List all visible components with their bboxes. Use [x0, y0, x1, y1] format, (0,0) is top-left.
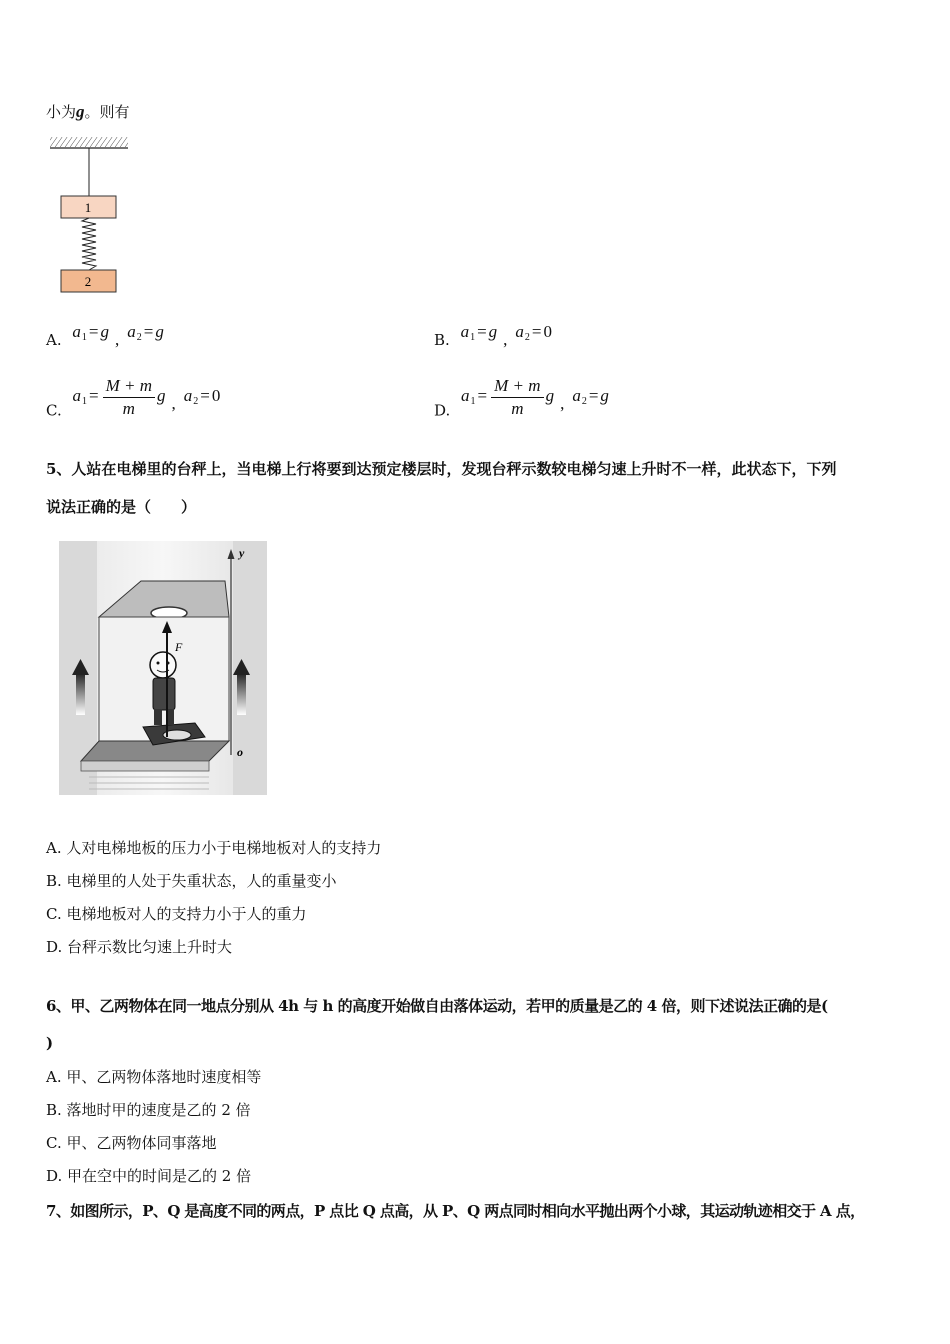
fraction	[491, 376, 543, 419]
person-body	[153, 678, 175, 710]
spring	[82, 218, 96, 270]
q5-title-line2: 说法正确的是（ ）	[46, 498, 197, 516]
denominator: m	[511, 399, 524, 418]
eq: =	[477, 386, 488, 406]
eq: =	[88, 322, 99, 341]
val: g	[155, 322, 164, 341]
motion-arrow-right-shaft	[237, 673, 246, 715]
intro-prefix: 小为	[46, 103, 77, 121]
origin-label: o	[237, 745, 243, 759]
val: g	[545, 386, 555, 406]
sub: 1	[82, 396, 87, 408]
intro-line	[46, 102, 130, 122]
q5-option-c: C. 电梯地板对人的支持力小于人的重力	[46, 905, 307, 923]
var: a	[460, 322, 470, 341]
q4-option-a	[46, 322, 164, 350]
q5-option-b: B. 电梯里的人处于失重状态，人的重量变小	[46, 872, 337, 890]
sub: 1	[470, 396, 476, 408]
person-leg-left	[154, 709, 162, 725]
option-label: A.	[46, 331, 62, 349]
var: a	[515, 322, 524, 341]
comma: ,	[171, 394, 176, 414]
q6-option-c: C. 甲、乙两物体同事落地	[46, 1134, 217, 1152]
force-label: F	[175, 640, 183, 654]
block-1-label: 1	[84, 200, 92, 215]
sub: 2	[524, 332, 530, 343]
q4-option-d	[434, 376, 609, 420]
option-label: B.	[434, 331, 450, 349]
val: g	[157, 386, 166, 406]
q7-title-line1: 7、如图所示，P、Q 是高度不同的两点，P 点比 Q 点高，从 P、Q 两点同时相向水平抛出两个小球，其运动轨迹相交于 A 点，	[46, 1202, 865, 1220]
eq: =	[477, 322, 487, 341]
option-label: C.	[46, 401, 62, 420]
comma: ,	[560, 394, 565, 414]
floor-edge	[81, 761, 209, 771]
motion-arrow-left-shaft	[76, 673, 85, 715]
q6-option-a: A. 甲、乙两物体落地时速度相等	[46, 1068, 262, 1086]
sub: 2	[193, 396, 199, 408]
eq: =	[200, 386, 210, 406]
val: 0	[543, 322, 553, 341]
val: g	[488, 322, 498, 341]
q6-option-d: D. 甲在空中的时间是乙的 2 倍	[46, 1167, 252, 1185]
option-d-formula	[461, 376, 609, 418]
var: a	[461, 386, 470, 406]
q6-title-line1: 6、甲、乙两物体在同一地点分别从 4h 与 h 的高度开始做自由落体运动，若甲的质量是乙的 4 倍，则下述说法正确的是(	[46, 997, 828, 1015]
q6-option-b: B. 落地时甲的速度是乙的 2 倍	[46, 1101, 251, 1119]
var: a	[127, 322, 136, 341]
var: a	[183, 386, 193, 406]
comma: ,	[503, 330, 508, 349]
denominator: m	[122, 399, 135, 418]
var: a	[72, 322, 81, 341]
fraction	[103, 376, 155, 419]
var: a	[572, 386, 581, 406]
numerator: M + m	[491, 376, 543, 398]
option-a-formula	[72, 322, 164, 349]
elevator-figure	[59, 541, 267, 795]
block-2-label: 2	[84, 274, 92, 289]
sub: 2	[581, 396, 587, 408]
val: g	[600, 386, 609, 406]
spring-block-figure	[44, 134, 134, 300]
sub: 2	[136, 332, 142, 343]
eq: =	[143, 322, 154, 341]
intro-suffix: 。则有	[84, 103, 130, 121]
eq: =	[89, 386, 99, 406]
person-head	[150, 652, 176, 678]
eq: =	[588, 386, 599, 406]
option-b-formula	[460, 322, 553, 349]
q6-title-line2: )	[46, 1034, 54, 1052]
val: 0	[211, 386, 221, 406]
q4-option-b	[434, 322, 552, 350]
q4-option-c	[46, 376, 220, 420]
numerator: M + m	[103, 376, 155, 398]
sub: 1	[81, 332, 87, 343]
option-c-formula	[72, 376, 221, 418]
person-eye-left	[157, 662, 160, 665]
comma: ,	[114, 330, 120, 349]
val: g	[100, 322, 109, 341]
intro-g: g	[76, 102, 85, 121]
y-axis-label: y	[239, 546, 245, 560]
q5-option-a: A. 人对电梯地板的压力小于电梯地板对人的支持力	[46, 839, 382, 857]
sub: 1	[470, 332, 476, 343]
option-label: D.	[434, 401, 451, 420]
ceiling-hatch	[50, 137, 128, 147]
var: a	[72, 386, 81, 406]
eq: =	[531, 322, 542, 341]
q5-title-line1: 5、人站在电梯里的台秤上，当电梯上行将要到达预定楼层时，发现台秤示数较电梯匀速上升时不一样，此状态下，下列	[46, 460, 837, 478]
q5-option-d: D. 台秤示数比匀速上升时大	[46, 938, 233, 956]
